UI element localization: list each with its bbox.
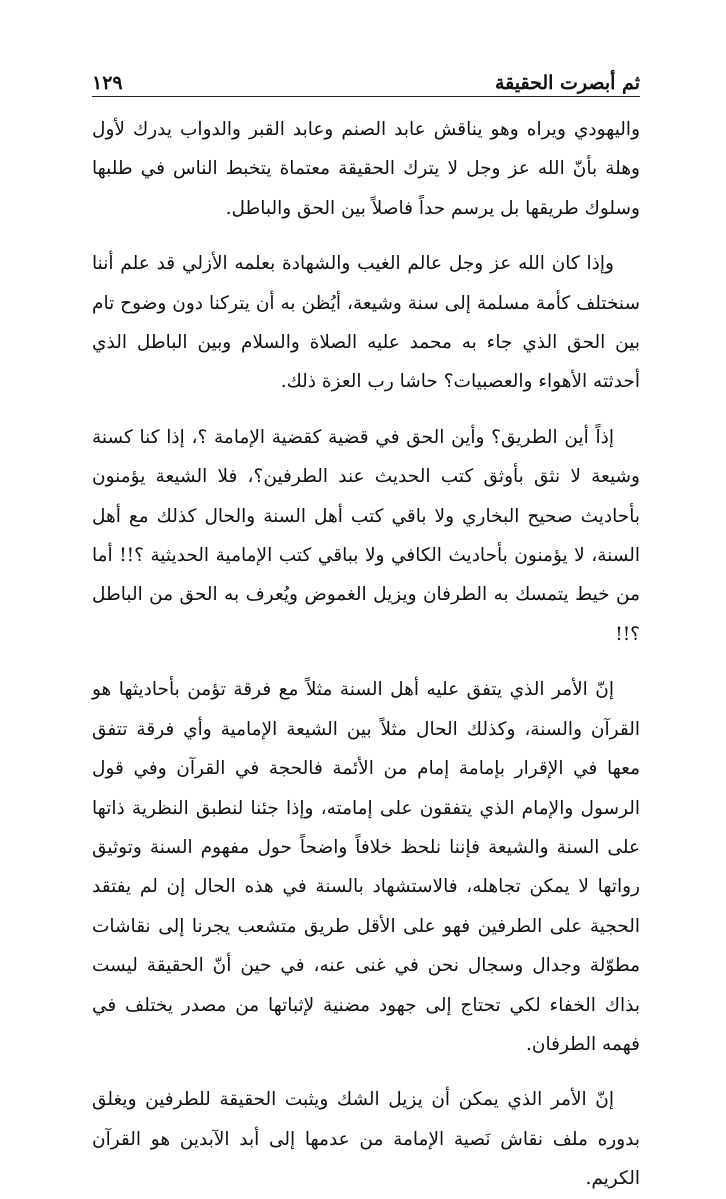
- page-number: ١٢٩: [92, 72, 123, 94]
- body-text: [92, 110, 640, 1199]
- paragraph-4: إنّ الأمر الذي يتفق عليه أهل السنة مثلاً مع فرقة تؤمن بأحاديثها هو القرآن والسنة، وكذلك الحال مثلاً بين الشيعة الإمامية وأي فرقة تتفق معها في الإقرار بإمامة إمام من الأئمة فالحجة في القرآن وفي قول الرسول والإمام الذي يتفقون على إمامته، وإذا جئنا لنطبق النظرية ذاتها على السنة والشيعة فإننا نلحظ خلافاً واضحاً حول مفهوم السنة وتوثيق رواتها لا يمكن تجاهله، فالاستشهاد بالسنة في هذه الحال إن لم يفتقد الحجية على الطرفين فهو على الأقل طريق متشعب يجرنا إلى نقاشات مطوّلة وجدال وسجال نحن في غنى عنه، في حين أنّ الحقيقة ليست بذاك الخفاء لكي تحتاج إلى جهود مضنية لإثباتها من مصدر يختلف في فهمه الطرفان.: [92, 679, 640, 1055]
- paragraph-2: وإذا كان الله عز وجل عالم الغيب والشهادة بعلمه الأزلي قد علم أننا سنختلف كأمة مسلمة إلى سنة وشيعة، أيُظن به أن يتركنا دون وضوح تام بين الحق الذي جاء به محمد عليه الصلاة والسلام وبين الباطل الذي أحدثته الأهواء والعصبيات؟ حاشا رب العزة ذلك.: [92, 253, 640, 393]
- book-title: ثم أبصرت الحقيقة: [494, 72, 640, 94]
- paragraph-5: إنّ الأمر الذي يمكن أن يزيل الشك ويثبت الحقيقة للطرفين ويغلق بدوره ملف نقاش نَصية الإمامة من عدمها إلى أبد الآبدين هو القرآن الكريم.: [92, 1089, 640, 1190]
- paragraph-1: واليهودي ويراه وهو يناقش عابد الصنم وعابد القبر والدواب يدرك لأول وهلة بأنّ الله عز وجل لا يترك الحقيقة معتماة يتخبط الناس في طلبها وسلوك طريقها بل يرسم حداً فاصلاً بين الحق والباطل.: [92, 119, 640, 219]
- paragraph-3: إذاً أين الطريق؟ وأين الحق في قضية كقضية الإمامة ؟، إذا كنا كسنة وشيعة لا نثق بأوثق كتب الحديث عند الطرفين؟، فلا الشيعة يؤمنون بأحاديث صحيح البخاري ولا باقي كتب أهل السنة والحال كذلك مع أهل السنة، لا يؤمنون بأحاديث الكافي ولا بباقي كتب الإمامية الحديثية ؟!! أما من خيط يتمسك به الطرفان ويزيل الغموض ويُعرف به الحق من الباطل ؟!!: [92, 426, 640, 645]
- running-header: [92, 62, 640, 97]
